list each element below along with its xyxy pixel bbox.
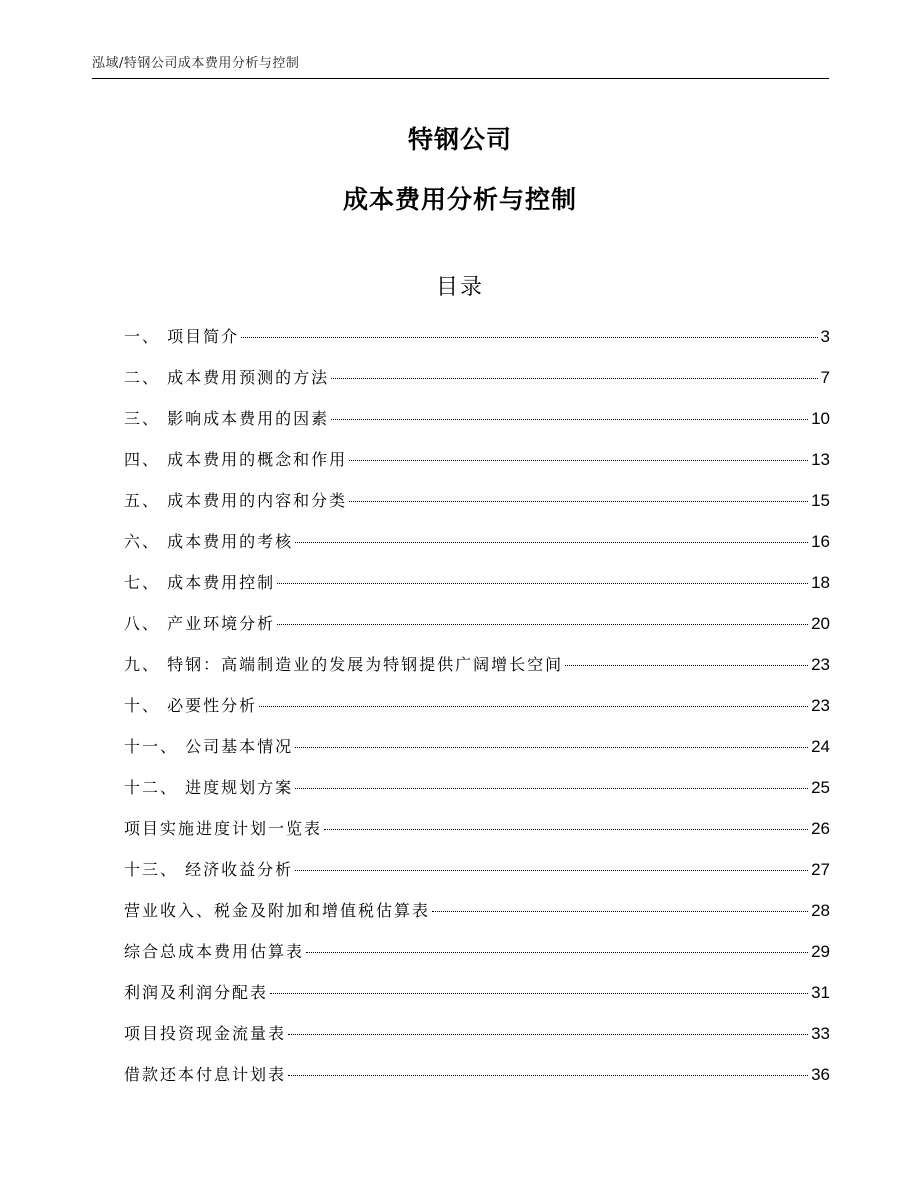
toc-entry-title: 十、 必要性分析 — [124, 696, 258, 715]
toc-entry-title: 利润及利润分配表 — [124, 983, 269, 1002]
toc-entry-page: 15 — [811, 491, 830, 510]
toc-leader-dots — [295, 870, 808, 871]
toc-entry-title: 营业收入、税金及附加和增值税估算表 — [124, 901, 431, 920]
toc-leader-dots — [288, 1075, 808, 1076]
toc-entry-page: 33 — [811, 1024, 830, 1043]
toc-leader-dots — [277, 624, 808, 625]
toc-entry[interactable] — [124, 609, 830, 650]
toc-entry[interactable] — [124, 650, 830, 691]
toc-entry[interactable] — [124, 527, 830, 568]
toc-entry-page: 23 — [811, 655, 830, 674]
toc-entry[interactable] — [124, 1019, 830, 1060]
running-header: 泓域/特钢公司成本费用分析与控制 — [92, 56, 300, 71]
toc-entry-page: 16 — [811, 532, 830, 551]
toc-entry-page: 23 — [811, 696, 830, 715]
toc-entry-page: 13 — [811, 450, 830, 469]
toc-entry-title: 项目实施进度计划一览表 — [124, 819, 323, 838]
toc-leader-dots — [288, 1034, 808, 1035]
toc-entry[interactable] — [124, 1060, 830, 1101]
toc-entry-page: 3 — [820, 327, 830, 346]
toc-entry-title: 十三、 经济收益分析 — [124, 860, 294, 879]
toc-entry-title: 八、 产业环境分析 — [124, 614, 276, 633]
toc-entry-page: 20 — [811, 614, 830, 633]
toc-entry-page: 31 — [811, 983, 830, 1002]
toc-leader-dots — [331, 419, 808, 420]
toc-entry-title: 十一、 公司基本情况 — [124, 737, 294, 756]
toc-leader-dots — [432, 911, 808, 912]
toc-entry-page: 27 — [811, 860, 830, 879]
toc-entry[interactable] — [124, 732, 830, 773]
toc-entry-title: 二、 成本费用预测的方法 — [124, 368, 330, 387]
toc-entry-title: 综合总成本费用估算表 — [124, 942, 305, 961]
toc-entry[interactable] — [124, 814, 830, 855]
toc-entry-title: 六、 成本费用的考核 — [124, 532, 294, 551]
toc-leader-dots — [331, 378, 817, 379]
toc-leader-dots — [295, 542, 808, 543]
toc-entry[interactable] — [124, 445, 830, 486]
toc-entry-page: 7 — [820, 368, 830, 387]
toc-entry-title: 四、 成本费用的概念和作用 — [124, 450, 348, 469]
toc-leader-dots — [349, 501, 808, 502]
toc-entry[interactable] — [124, 486, 830, 527]
toc-entry-title: 一、 项目简介 — [124, 327, 240, 346]
toc-entry[interactable] — [124, 855, 830, 896]
header-divider — [92, 78, 829, 79]
toc-leader-dots — [270, 993, 808, 994]
toc-entry-title: 九、 特钢：高端制造业的发展为特钢提供广阔增长空间 — [124, 655, 564, 674]
toc-leader-dots — [295, 747, 808, 748]
toc-entry[interactable] — [124, 937, 830, 978]
toc-entry-page: 29 — [811, 942, 830, 961]
toc-entry[interactable] — [124, 363, 830, 404]
toc-entry[interactable] — [124, 322, 830, 363]
toc-entry-page: 26 — [811, 819, 830, 838]
toc-entry-page: 28 — [811, 901, 830, 920]
toc-entry[interactable] — [124, 896, 830, 937]
toc-entry-title: 项目投资现金流量表 — [124, 1024, 287, 1043]
toc-leader-dots — [306, 952, 808, 953]
toc-entry-title: 十二、 进度规划方案 — [124, 778, 294, 797]
toc-leader-dots — [349, 460, 808, 461]
toc-entry-page: 10 — [811, 409, 830, 428]
toc-leader-dots — [565, 665, 808, 666]
toc-entry[interactable] — [124, 404, 830, 445]
toc-entry-title: 三、 影响成本费用的因素 — [124, 409, 330, 428]
toc-leader-dots — [324, 829, 808, 830]
toc-entry-title: 借款还本付息计划表 — [124, 1065, 287, 1084]
toc-entry-page: 25 — [811, 778, 830, 797]
toc-leader-dots — [241, 337, 817, 338]
toc-entry-title: 五、 成本费用的内容和分类 — [124, 491, 348, 510]
toc-leader-dots — [277, 583, 808, 584]
toc-entry-title: 七、 成本费用控制 — [124, 573, 276, 592]
document-title: 特钢公司 — [407, 125, 512, 154]
toc-entry[interactable] — [124, 773, 830, 814]
toc-leader-dots — [295, 788, 808, 789]
document-subtitle: 成本费用分析与控制 — [342, 185, 577, 214]
toc-entry[interactable] — [124, 978, 830, 1019]
table-of-contents — [124, 322, 830, 1101]
toc-entry[interactable] — [124, 691, 830, 732]
toc-heading: 目录 — [435, 275, 484, 300]
toc-entry-page: 36 — [811, 1065, 830, 1084]
toc-entry-page: 24 — [811, 737, 830, 756]
toc-entry[interactable] — [124, 568, 830, 609]
toc-entry-page: 18 — [811, 573, 830, 592]
toc-leader-dots — [259, 706, 808, 707]
